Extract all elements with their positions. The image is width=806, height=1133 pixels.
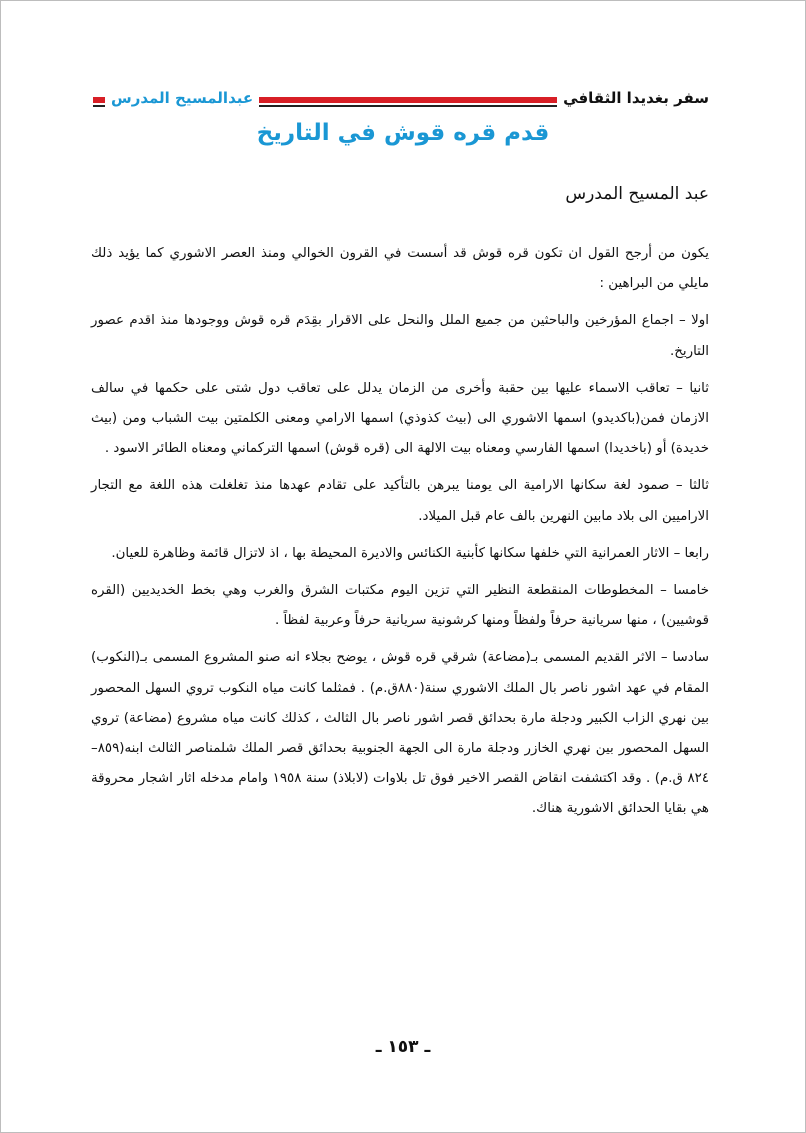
- article-author: عبد المسيح المدرس: [565, 184, 709, 204]
- paragraph-fifth: خامسا – المخطوطات المنقطعة النظير التي تزين اليوم مكتبات الشرق والغرب وهي بخط الخديديين (القره قوشيين) ، منها سريانية حرفاً ولفظاً ومنها كرشونية سريانية حرفاً وعربية لفظاً .: [91, 583, 709, 629]
- running-header: [93, 87, 715, 111]
- paragraph-third: ثالثا – صمود لغة سكانها الارامية الى يومنا يبرهن بالتأكيد على تقادم عهدها منذ تغلغلت هذه اللغة مع التجار الاراميين الى بلاد مابين النهرين بالف عام قبل الميلاد.: [91, 478, 709, 524]
- paragraph-first: اولا – اجماع المؤرخين والباحثين من جميع الملل والنحل على الاقرار بقِدَم قره قوش ووجودها منذ اقدم عصور التاريخ.: [91, 313, 709, 359]
- paragraph-fourth: رابعا – الاثار العمرانية التي خلفها سكانها كأبنية الكنائس والاديرة المحيطة بها ، اذ لاتزال قائمة وظاهرة للعيان.: [111, 545, 709, 561]
- paragraph-intro: يكون من أرجح القول ان تكون قره قوش قد أسست في القرون الخوالي ومنذ العصر الاشوري كما يؤيد ذلك مايلي من البراهين :: [91, 246, 709, 292]
- header-author-name: عبدالمسيح المدرس: [105, 87, 259, 111]
- page-number: ـ ١٥٣ ـ: [375, 1037, 431, 1057]
- header-series-title: سفر بغديدا الثقافي: [557, 87, 715, 111]
- paragraph-sixth: سادسا – الاثر القديم المسمى بـ(مضاعة) شرقي قره قوش ، يوضح بجلاء انه صنو المشروع المسمى بـ(النكوب) المقام في عهد اشور ناصر بال الملك الاشوري سنة(٨٨٠ق.م) . فمثلما كانت مياه النكوب تروي السهل المحصور بين نهري الزاب الكبير ودجلة مارة بحدائق قصر اشور ناصر بال الثالث ، كذلك كانت مياه مشروع (مضاعة) تروي السهل المحصور بين نهري الخازر ودجلة مارة الى الجهة الجنوبية بحدائق قصر الملك شلمناصر الثالث ابنه(٨٥٩– ٨٢٤ ق.م) . وقد اكتشفت انقاض القصر الاخير فوق تل بلاوات (لابلاذ) سنة ١٩٥٨ وامام مدخله اثار اشجار محروقة هي بقايا الحدائق الاشورية هناك.: [91, 650, 710, 817]
- article-title: قدم قره قوش في التاريخ: [256, 120, 550, 146]
- paragraph-second: ثانيا – تعاقب الاسماء عليها بين حقبة وأخرى من الزمان يدلل على تعاقب دول شتى على حكمها في سالف الازمان فمن(باكديدو) اسمها الاشوري الى (بيث كذوذي) اسمها الارامي ومعنى الكلمتين بيت الشباب ومن (بيث خديدة) أو (باخديدا) اسمها الفارسي ومعناه بيت الالهة الى (قره قوش) اسمها التركماني ومعناه الطائر الاسود .: [91, 380, 709, 457]
- article-body: [91, 239, 709, 832]
